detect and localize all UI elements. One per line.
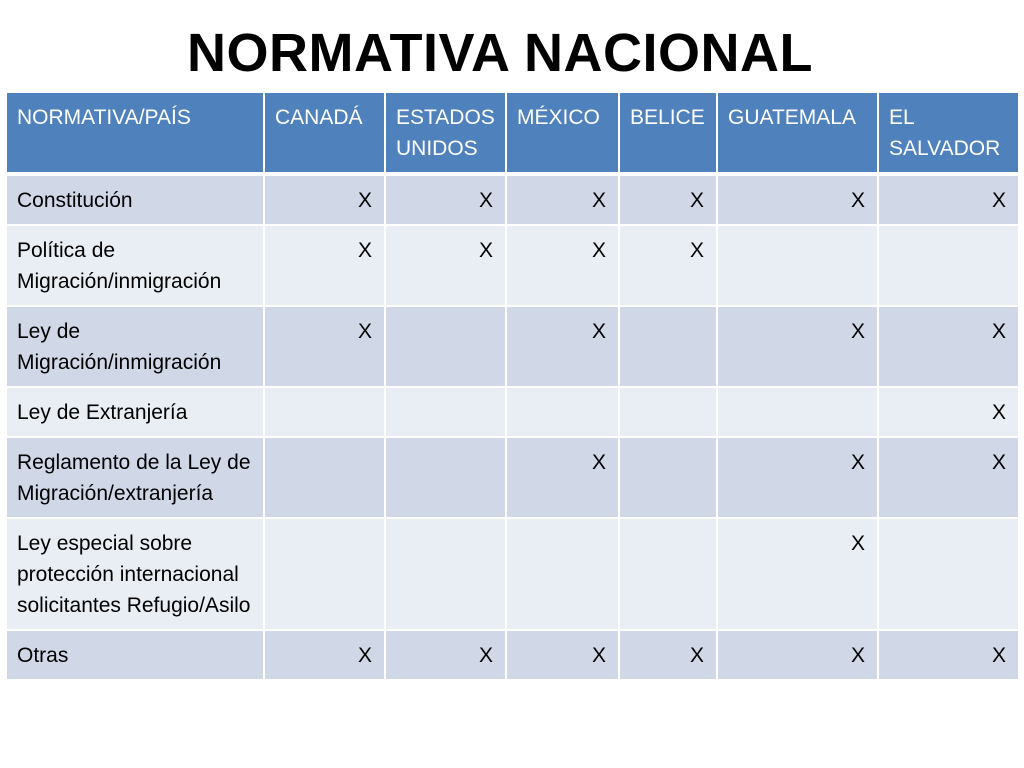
cell-el-salvador: X	[879, 631, 1020, 681]
cell-canada: X	[265, 307, 386, 388]
cell-guatemala: X	[718, 519, 879, 631]
cell-el-salvador	[879, 226, 1020, 307]
cell-estados-unidos	[386, 307, 507, 388]
header-cell-mexico: MÉXICO	[507, 93, 620, 176]
cell-el-salvador: X	[879, 176, 1020, 226]
table-row	[7, 307, 1020, 388]
cell-mexico: X	[507, 226, 620, 307]
cell-guatemala: X	[718, 631, 879, 681]
cell-canada	[265, 388, 386, 438]
cell-el-salvador: X	[879, 307, 1020, 388]
row-label: Reglamento de la Ley de Migración/extranjería	[7, 438, 265, 519]
table-row	[7, 226, 1020, 307]
cell-estados-unidos	[386, 438, 507, 519]
row-label: Ley especial sobre protección internacional solicitantes Refugio/Asilo	[7, 519, 265, 631]
cell-guatemala: X	[718, 438, 879, 519]
cell-belice	[620, 307, 718, 388]
header-cell-belice: BELICE	[620, 93, 718, 176]
cell-mexico: X	[507, 631, 620, 681]
cell-el-salvador: X	[879, 438, 1020, 519]
cell-estados-unidos: X	[386, 176, 507, 226]
cell-guatemala: X	[718, 307, 879, 388]
header-cell-estados-unidos: ESTADOS UNIDOS	[386, 93, 507, 176]
cell-belice	[620, 519, 718, 631]
cell-canada	[265, 438, 386, 519]
row-label: Ley de Migración/inmigración	[7, 307, 265, 388]
table-row	[7, 519, 1020, 631]
row-label: Otras	[7, 631, 265, 681]
table-row	[7, 438, 1020, 519]
cell-belice: X	[620, 631, 718, 681]
header-cell-canada: CANADÁ	[265, 93, 386, 176]
cell-estados-unidos: X	[386, 631, 507, 681]
cell-canada: X	[265, 226, 386, 307]
cell-estados-unidos: X	[386, 226, 507, 307]
slide-title: NORMATIVA NACIONAL	[187, 23, 813, 83]
cell-mexico	[507, 388, 620, 438]
table-row	[7, 176, 1020, 226]
cell-canada	[265, 519, 386, 631]
row-label: Constitución	[7, 176, 265, 226]
cell-el-salvador: X	[879, 388, 1020, 438]
cell-belice: X	[620, 226, 718, 307]
cell-mexico: X	[507, 307, 620, 388]
cell-belice	[620, 438, 718, 519]
cell-guatemala	[718, 388, 879, 438]
cell-guatemala	[718, 226, 879, 307]
header-cell-normativa: NORMATIVA/PAÍS	[7, 93, 265, 176]
row-label: Política de Migración/inmigración	[7, 226, 265, 307]
row-label: Ley de Extranjería	[7, 388, 265, 438]
cell-estados-unidos	[386, 388, 507, 438]
normativa-table	[7, 93, 1020, 681]
header-row	[7, 93, 1020, 176]
cell-estados-unidos	[386, 519, 507, 631]
cell-mexico	[507, 519, 620, 631]
header-cell-el-salvador: EL SALVADOR	[879, 93, 1020, 176]
cell-el-salvador	[879, 519, 1020, 631]
cell-guatemala: X	[718, 176, 879, 226]
cell-belice: X	[620, 176, 718, 226]
cell-canada: X	[265, 176, 386, 226]
table-row	[7, 388, 1020, 438]
cell-mexico: X	[507, 176, 620, 226]
table-row	[7, 631, 1020, 681]
cell-mexico: X	[507, 438, 620, 519]
cell-canada: X	[265, 631, 386, 681]
cell-belice	[620, 388, 718, 438]
header-cell-guatemala: GUATEMALA	[718, 93, 879, 176]
